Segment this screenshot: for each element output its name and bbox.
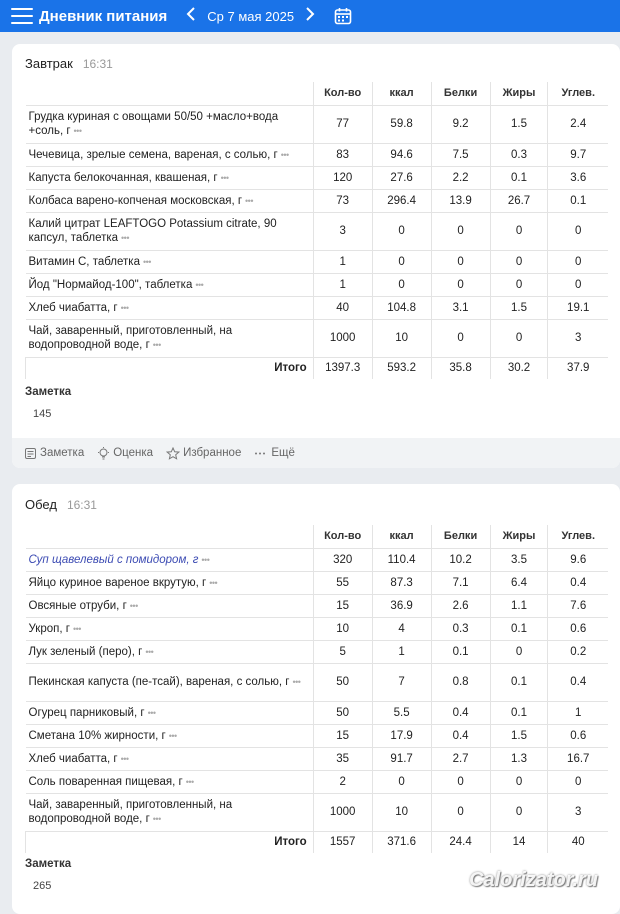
food-name: Хлеб чиабатта, г [29,302,118,314]
food-name: Витамин С, таблетка [29,256,140,268]
qty-cell[interactable]: 10 [313,617,372,640]
more-button[interactable] [254,447,295,460]
kcal-cell: 1 [372,640,431,663]
protein-cell: 0.4 [431,701,490,724]
food-name-cell [26,793,314,831]
fat-cell: 0 [490,793,548,831]
col-protein[interactable]: Белки [431,525,490,548]
food-name: Грудка куриная с овощами 50/50 +масло+вода +соль, г [29,111,279,137]
table-row[interactable] [26,793,609,831]
food-name: Капуста белокочанная, квашеная, г [29,172,218,184]
carbs-cell: 0.4 [548,663,608,701]
kcal-cell: 91.7 [372,747,431,770]
food-name: Соль поваренная пищевая, г [29,776,183,788]
favorite-button-label: Избранное [183,447,241,459]
row-menu-icon[interactable]: ••• [121,754,129,764]
more-button-label: Ещё [271,447,295,459]
table-row[interactable] [26,701,609,724]
row-menu-icon[interactable]: ••• [221,173,229,183]
top-bar [0,0,620,32]
table-row[interactable] [26,250,609,273]
protein-cell: 0.8 [431,663,490,701]
total-label: Итого [26,831,314,853]
col-carbs[interactable]: Углев. [548,525,608,548]
total-qty: 1557 [313,831,372,853]
rating-button[interactable] [97,447,153,460]
food-name: Калий цитрат LEAFTOGO Potassium citrate, 90 капсул, таблетка [29,218,277,244]
protein-cell: 0 [431,250,490,273]
meal-time: 16:31 [67,498,97,512]
kcal-cell: 59.8 [372,105,431,143]
food-name: Яйцо куриное вареное вкрутую, г [29,577,207,589]
table-row[interactable] [26,166,609,189]
row-menu-icon[interactable]: ••• [195,280,203,290]
food-name: Лук зеленый (перо), г [29,646,143,658]
food-name: Огурец парниковый, г [29,707,145,719]
col-kcal[interactable]: ккал [372,82,431,105]
food-name-cell [26,143,314,166]
carbs-cell: 0.4 [548,571,608,594]
kcal-cell: 0 [372,770,431,793]
prev-day-button[interactable] [181,7,201,26]
note-label: Заметка [25,386,71,398]
carbs-cell: 0.6 [548,724,608,747]
food-name-cell [26,548,314,571]
total-kcal: 371.6 [372,831,431,853]
total-label: Итого [26,357,314,379]
carbs-cell: 9.6 [548,548,608,571]
fat-cell: 1.5 [490,724,548,747]
food-name-cell [26,319,314,357]
table-row[interactable] [26,571,609,594]
qty-cell[interactable]: 1 [313,273,372,296]
total-carbs: 40 [548,831,608,853]
fat-cell: 6.4 [490,571,548,594]
protein-cell: 0.1 [431,640,490,663]
qty-cell[interactable]: 1000 [313,319,372,357]
kcal-cell: 7 [372,663,431,701]
food-name-cell [26,640,314,663]
meal-name: Обед [25,497,57,512]
qty-cell[interactable]: 320 [313,548,372,571]
row-menu-icon[interactable]: ••• [153,814,161,824]
fat-cell: 1.5 [490,105,548,143]
food-name: Овсяные отруби, г [29,600,127,612]
watermark-logo: Calorizator.ru [469,869,598,892]
col-fat[interactable]: Жиры [490,82,548,105]
food-name-cell [26,296,314,319]
current-date[interactable]: Ср 7 мая 2025 [207,9,294,24]
food-name-cell [26,212,314,250]
lightbulb-icon [97,447,110,460]
table-row[interactable] [26,724,609,747]
kcal-cell: 17.9 [372,724,431,747]
fat-cell: 3.5 [490,548,548,571]
meal-header [25,56,113,71]
protein-cell: 0 [431,273,490,296]
meal-time: 16:31 [83,57,113,71]
note-label: Заметка [25,858,71,870]
fat-cell: 0 [490,250,548,273]
kcal-cell: 10 [372,793,431,831]
protein-cell: 0.3 [431,617,490,640]
more-dots-icon [254,447,268,460]
row-menu-icon[interactable]: ••• [169,731,177,741]
qty-cell[interactable]: 50 [313,701,372,724]
star-icon [166,447,180,460]
kcal-cell: 104.8 [372,296,431,319]
food-name: Хлеб чиабатта, г [29,753,118,765]
col-name [26,525,314,548]
protein-cell: 2.7 [431,747,490,770]
col-kcal[interactable]: ккал [372,525,431,548]
food-name: Йод "Нормайод-100", таблетка [29,279,193,291]
row-menu-icon[interactable]: ••• [143,257,151,267]
carbs-cell: 0 [548,273,608,296]
fat-cell: 0 [490,319,548,357]
food-name: Чай, заваренный, приготовленный, на водопроводной воде, г [29,325,233,351]
kcal-cell: 94.6 [372,143,431,166]
col-qty[interactable]: Кол-во [313,525,372,548]
total-fat: 30.2 [490,357,548,379]
food-name-cell [26,724,314,747]
row-menu-icon[interactable]: ••• [121,303,129,313]
row-menu-icon[interactable]: ••• [145,647,153,657]
note-icon [24,447,37,460]
carbs-cell: 0.6 [548,617,608,640]
table-row[interactable] [26,617,609,640]
carbs-cell: 3.6 [548,166,608,189]
food-name-cell [26,166,314,189]
qty-cell[interactable]: 77 [313,105,372,143]
carbs-cell: 0 [548,770,608,793]
food-name-cell [26,571,314,594]
qty-cell[interactable]: 1 [313,250,372,273]
protein-cell: 13.9 [431,189,490,212]
fat-cell: 1.3 [490,747,548,770]
meal-note [25,858,71,892]
kcal-cell: 0 [372,273,431,296]
table-row[interactable] [26,640,609,663]
protein-cell: 9.2 [431,105,490,143]
qty-cell[interactable]: 40 [313,296,372,319]
food-name-cell [26,105,314,143]
kcal-cell: 27.6 [372,166,431,189]
qty-cell[interactable]: 15 [313,724,372,747]
note-button[interactable] [24,447,84,460]
protein-cell: 0.4 [431,724,490,747]
total-kcal: 593.2 [372,357,431,379]
carbs-cell: 0.1 [548,189,608,212]
carbs-cell: 0.2 [548,640,608,663]
food-name-cell [26,189,314,212]
chevron-left-icon [186,7,196,21]
food-name: Колбаса варено-копченая московская, г [29,195,243,207]
note-button-label: Заметка [40,447,84,459]
carbs-cell: 19.1 [548,296,608,319]
table-row[interactable] [26,663,609,701]
qty-cell[interactable]: 83 [313,143,372,166]
food-name-cell [26,747,314,770]
carbs-cell: 1 [548,701,608,724]
meal-name: Завтрак [25,56,73,71]
kcal-cell: 36.9 [372,594,431,617]
protein-cell: 2.2 [431,166,490,189]
carbs-cell: 0 [548,250,608,273]
note-value[interactable]: 265 [33,880,71,892]
qty-cell[interactable]: 35 [313,747,372,770]
total-carbs: 37.9 [548,357,608,379]
qty-cell[interactable]: 120 [313,166,372,189]
row-menu-icon[interactable]: ••• [281,150,289,160]
row-menu-icon[interactable]: ••• [130,601,138,611]
kcal-cell: 5.5 [372,701,431,724]
food-name: Пекинская капуста (пе-тсай), вареная, с солью, г [29,676,290,688]
total-fat: 14 [490,831,548,853]
table-row[interactable] [26,143,609,166]
table-row[interactable] [26,212,609,250]
col-carbs[interactable]: Углев. [548,82,608,105]
table-header-row [26,82,609,105]
row-menu-icon[interactable]: ••• [245,196,253,206]
fat-cell: 1.5 [490,296,548,319]
kcal-cell: 0 [372,250,431,273]
totals-row [26,357,609,379]
kcal-cell: 296.4 [372,189,431,212]
row-menu-icon[interactable]: ••• [201,555,209,565]
row-menu-icon[interactable]: ••• [292,677,300,687]
food-name-cell [26,594,314,617]
fat-cell: 0.3 [490,143,548,166]
table-header-row [26,525,609,548]
hamburger-menu-icon[interactable] [11,8,33,24]
carbs-cell: 9.7 [548,143,608,166]
note-value[interactable]: 145 [33,408,71,420]
carbs-cell: 3 [548,319,608,357]
kcal-cell: 87.3 [372,571,431,594]
table-row[interactable] [26,105,609,143]
qty-cell[interactable]: 2 [313,770,372,793]
total-protein: 35.8 [431,357,490,379]
protein-cell: 3.1 [431,296,490,319]
qty-cell[interactable]: 5 [313,640,372,663]
col-name [26,82,314,105]
qty-cell[interactable]: 50 [313,663,372,701]
table-row[interactable] [26,319,609,357]
table-row[interactable] [26,548,609,571]
kcal-cell: 4 [372,617,431,640]
row-menu-icon[interactable]: ••• [209,578,217,588]
meal-actions-bar [12,438,620,468]
col-qty[interactable]: Кол-во [313,82,372,105]
table-row[interactable] [26,296,609,319]
carbs-cell: 7.6 [548,594,608,617]
fat-cell: 0 [490,273,548,296]
kcal-cell: 0 [372,212,431,250]
protein-cell: 0 [431,319,490,357]
protein-cell: 7.5 [431,143,490,166]
protein-cell: 0 [431,212,490,250]
protein-cell: 2.6 [431,594,490,617]
qty-cell[interactable]: 3 [313,212,372,250]
food-name: Укроп, г [29,623,70,635]
total-qty: 1397.3 [313,357,372,379]
row-menu-icon[interactable]: ••• [121,233,129,243]
meal-note [25,386,71,420]
protein-cell: 0 [431,793,490,831]
table-row[interactable] [26,189,609,212]
food-name: Чай, заваренный, приготовленный, на водопроводной воде, г [29,799,233,825]
fat-cell: 0 [490,212,548,250]
col-protein[interactable]: Белки [431,82,490,105]
row-menu-icon[interactable]: ••• [148,708,156,718]
food-name[interactable]: Суп щавелевый с помидором, г [29,554,199,566]
row-menu-icon[interactable]: ••• [186,777,194,787]
calendar-icon[interactable] [334,7,352,25]
kcal-cell: 10 [372,319,431,357]
food-name-cell [26,273,314,296]
kcal-cell: 110.4 [372,548,431,571]
table-row[interactable] [26,770,609,793]
qty-cell[interactable]: 1000 [313,793,372,831]
next-day-button[interactable] [300,7,320,26]
table-row[interactable] [26,747,609,770]
chevron-right-icon [305,7,315,21]
total-protein: 24.4 [431,831,490,853]
food-name-cell [26,663,314,701]
meal-card-breakfast [12,44,620,468]
table-row[interactable] [26,594,609,617]
favorite-button[interactable] [166,447,241,460]
table-row[interactable] [26,273,609,296]
row-menu-icon[interactable]: ••• [73,624,81,634]
food-name-cell [26,701,314,724]
row-menu-icon[interactable]: ••• [153,340,161,350]
fat-cell: 0.1 [490,617,548,640]
food-name-cell [26,617,314,640]
meal-card-lunch [12,484,620,914]
carbs-cell: 0 [548,212,608,250]
row-menu-icon[interactable]: ••• [74,126,82,136]
carbs-cell: 16.7 [548,747,608,770]
fat-cell: 0.1 [490,166,548,189]
protein-cell: 0 [431,770,490,793]
rating-button-label: Оценка [113,447,153,459]
food-table [25,82,608,379]
fat-cell: 0 [490,770,548,793]
food-name: Сметана 10% жирности, г [29,730,166,742]
carbs-cell: 3 [548,793,608,831]
protein-cell: 7.1 [431,571,490,594]
totals-row [26,831,609,853]
fat-cell: 0 [490,640,548,663]
fat-cell: 0.1 [490,701,548,724]
meal-header [25,497,97,512]
fat-cell: 1.1 [490,594,548,617]
food-table [25,525,608,853]
col-fat[interactable]: Жиры [490,525,548,548]
fat-cell: 0.1 [490,663,548,701]
qty-cell[interactable]: 55 [313,571,372,594]
food-name-cell [26,250,314,273]
app-title: Дневник питания [39,8,167,25]
protein-cell: 10.2 [431,548,490,571]
qty-cell[interactable]: 15 [313,594,372,617]
qty-cell[interactable]: 73 [313,189,372,212]
food-name-cell [26,770,314,793]
fat-cell: 26.7 [490,189,548,212]
food-name: Чечевица, зрелые семена, вареная, с солью, г [29,149,278,161]
carbs-cell: 2.4 [548,105,608,143]
